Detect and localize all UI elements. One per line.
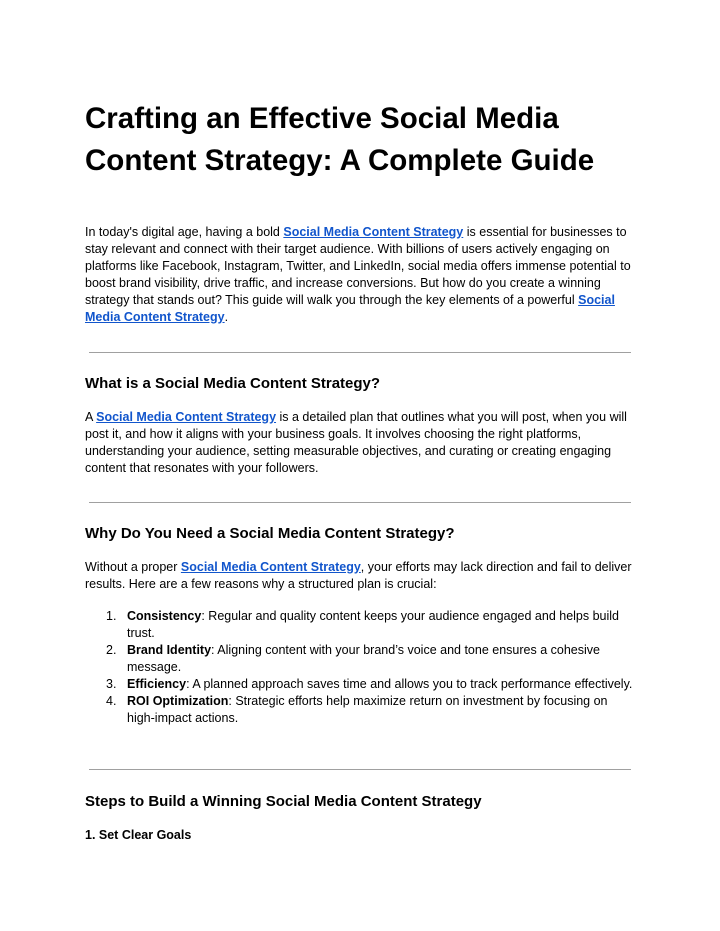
list-item-text: : Aligning content with your brand’s voice and tone ensures a cohesive message.: [127, 643, 600, 674]
reasons-list: [85, 608, 637, 727]
why-paragraph: [85, 559, 637, 593]
what-text-2: is a detailed plan that outlines what you will post, when you will post it, and how it aligns with your business goals. It involves choosing the right platforms, understanding your audience, setting measurable objectives, and curating or creating engaging content that resonates with your followers.: [85, 410, 627, 475]
list-item: [85, 608, 637, 642]
strategy-link[interactable]: Social Media Content Strategy: [283, 225, 464, 239]
why-text-1: Without a proper: [85, 560, 181, 574]
list-item-term: Consistency: [127, 609, 202, 623]
list-item: [85, 676, 637, 693]
list-item-term: Efficiency: [127, 677, 187, 691]
step-heading: 1. Set Clear Goals: [85, 828, 192, 842]
intro-text-1: In today's digital age, having a bold: [85, 225, 284, 239]
what-paragraph: [85, 409, 637, 477]
section-divider: [89, 352, 631, 353]
page-title: Crafting an Effective Social Media Content Strategy: A Complete Guide: [85, 102, 595, 177]
list-item-text: : Strategic efforts help maximize return on investment by focusing on high-impact actions.: [127, 694, 608, 725]
intro-paragraph: [85, 224, 637, 326]
why-text-2: , your efforts may lack direction and fail to deliver results. Here are a few reasons why a structured plan is crucial:: [85, 560, 632, 591]
strategy-link[interactable]: Social Media Content Strategy: [180, 560, 361, 574]
list-number: 3.: [106, 677, 117, 691]
list-item-term: ROI Optimization: [127, 694, 229, 708]
strategy-link[interactable]: Social Media Content Strategy: [96, 410, 277, 424]
section-heading-what: What is a Social Media Content Strategy?: [85, 375, 381, 392]
section-heading-steps: Steps to Build a Winning Social Media Content Strategy: [85, 793, 482, 810]
list-item: [85, 642, 637, 676]
list-number: 2.: [106, 643, 117, 657]
list-number: 4.: [106, 694, 117, 708]
list-item-term: Brand Identity: [127, 643, 212, 657]
what-text-1: A: [85, 410, 97, 424]
list-item-text: : A planned approach saves time and allows you to track performance effectively.: [186, 677, 633, 691]
list-number: 1.: [106, 609, 117, 623]
list-item-text: : Regular and quality content keeps your audience engaged and helps build trust.: [127, 609, 620, 640]
section-divider: [89, 502, 631, 503]
strategy-link[interactable]: Social Media Content Strategy: [85, 293, 615, 324]
intro-text-2: is essential for businesses to stay relevant and connect with their target audience. With billions of users actively engaging on platforms like Facebook, Instagram, Twitter, and LinkedIn, social media offers immense potential to boost brand visibility, drive traffic, and increase conversions. But how do you create a winning strategy that stands out? This guide will walk you through the key elements of a powerful: [85, 225, 631, 307]
list-item: [85, 693, 637, 727]
section-divider: [89, 769, 631, 770]
intro-text-3: .: [224, 310, 229, 324]
section-heading-why: Why Do You Need a Social Media Content Strategy?: [85, 525, 455, 542]
